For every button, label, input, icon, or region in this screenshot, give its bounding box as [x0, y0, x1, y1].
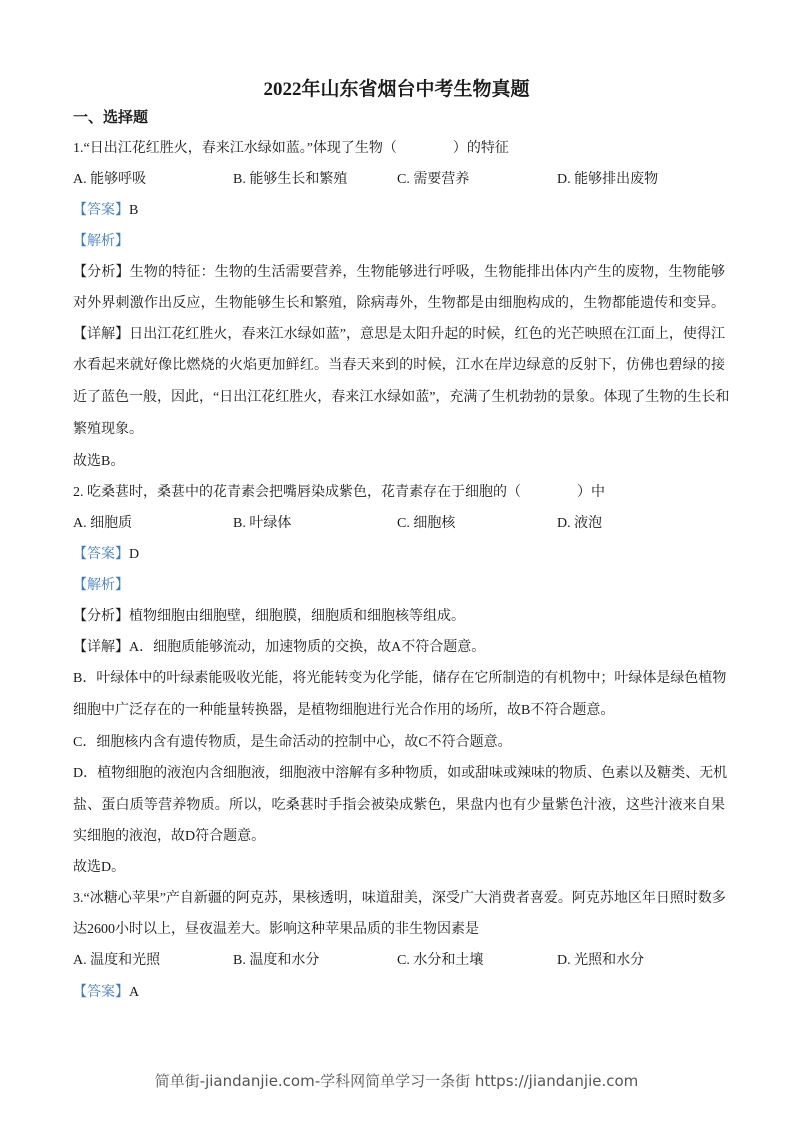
answer-value: A	[129, 985, 140, 1000]
footer-watermark: 简单街-jiandanjie.com-学科网简单学习一条街 https://jiandanjie.com	[154, 1072, 639, 1090]
q3-option-b: B. 温度和水分	[233, 953, 320, 968]
q2-xiangjie-line: C．细胞核内含有遗传物质，是生命活动的控制中心，故C不符合题意。	[73, 735, 512, 750]
question-3-stem-line: 达2600小时以上，昼夜温差大。影响这种苹果品质的非生物因素是	[73, 922, 479, 937]
q1-conclusion: 故选B。	[73, 454, 125, 469]
section-heading: 一、选择题	[73, 110, 149, 126]
answer-value: D	[129, 547, 140, 562]
q3-option-c: C. 水分和土壤	[397, 953, 484, 968]
q1-xiangjie-line: 水看起来就好像比燃烧的火焰更加鲜红。当春天来到的时候，江水在岸边绿意的反射下，仿佛也碧绿的接	[73, 358, 725, 373]
page-title: 2022年山东省烟台中考生物真题	[263, 79, 530, 100]
answer-tag: 【答案】	[73, 203, 129, 218]
q2-xiangjie-line: D．植物细胞的液泡内含细胞液，细胞液中溶解有多种物质，如或甜味或辣味的物质、色素以及糖类、无机	[73, 766, 728, 781]
question-3-stem-line: 3.“冰糖心苹果”产自新疆的阿克苏，果核透明，味道甜美，深受广大消费者喜爱。阿克苏地区年日照时数多	[73, 891, 726, 906]
q2-fenxi: 【分析】植物细胞由细胞壁，细胞膜，细胞质和细胞核等组成。	[73, 609, 465, 624]
q2-option-c: C. 细胞核	[397, 516, 456, 531]
q1-option-a: A. 能够呼吸	[73, 172, 147, 187]
answer-value: B	[129, 203, 139, 218]
q2-option-d: D. 液泡	[557, 516, 603, 531]
q1-xiangjie-line: 【详解】日出江花红胜火，春来江水绿如蓝”，意思是太阳升起的时候，红色的光芒映照在江面上，使得江	[73, 327, 725, 342]
q2-conclusion: 故选D。	[73, 860, 126, 875]
q3-answer	[73, 983, 139, 1003]
q1-xiangjie-line: 繁殖现象。	[73, 422, 143, 437]
q1-option-c: C. 需要营养	[397, 172, 470, 187]
q2-xiangjie-line: 【详解】A．细胞质能够流动，加速物质的交换，故A不符合题意。	[73, 640, 486, 655]
q1-answer	[73, 201, 138, 221]
answer-tag: 【答案】	[73, 985, 129, 1000]
answer-tag: 【答案】	[73, 547, 129, 562]
analysis-tag: 【解析】	[73, 578, 129, 593]
q2-option-a: A. 细胞质	[73, 516, 133, 531]
question-2-stem: 2. 吃桑葚时，桑葚中的花青素会把嘴唇染成紫色，花青素存在于细胞的（ ）中	[73, 485, 605, 500]
q2-xiangjie-line: 细胞中广泛存在的一种能量转换器，是植物细胞进行光合作用的场所，故B不符合题意。	[73, 703, 615, 718]
question-1-stem: 1.“日出江花红胜火，春来江水绿如蓝。”体现了生物（ ）的特征	[73, 141, 509, 156]
q2-answer	[73, 545, 139, 565]
q1-option-b: B. 能够生长和繁殖	[233, 172, 348, 187]
q1-option-d: D. 能够排出废物	[557, 172, 659, 187]
q2-xiangjie-line: B．叶绿体中的叶绿素能吸收光能，将光能转变为化学能，储存在它所制造的有机物中；叶绿体是绿色植物	[73, 671, 727, 686]
q2-option-b: B. 叶绿体	[233, 516, 292, 531]
q1-fenxi-line: 对外界刺激作出反应，生物能够生长和繁殖，除病毒外，生物都是由细胞构成的，生物都能遗传和变异。	[73, 296, 725, 311]
q1-fenxi-line: 【分析】生物的特征：生物的生活需要营养，生物能够进行呼吸，生物能排出体内产生的废物，生物能够	[73, 265, 725, 280]
q3-option-a: A. 温度和光照	[73, 953, 161, 968]
q2-xiangjie-line: 盐、蛋白质等营养物质。所以，吃桑葚时手指会被染成紫色，果盘内也有少量紫色汁液，这些汁液来自果	[73, 798, 725, 813]
analysis-tag: 【解析】	[73, 234, 129, 249]
q3-option-d: D. 光照和水分	[557, 953, 645, 968]
q2-xiangjie-line: 实细胞的液泡，故D符合题意。	[73, 829, 266, 844]
q1-xiangjie-line: 近了蓝色一般，因此，“日出江花红胜火，春来江水绿如蓝”，充满了生机勃勃的景象。体现了生物的生长和	[73, 390, 730, 405]
